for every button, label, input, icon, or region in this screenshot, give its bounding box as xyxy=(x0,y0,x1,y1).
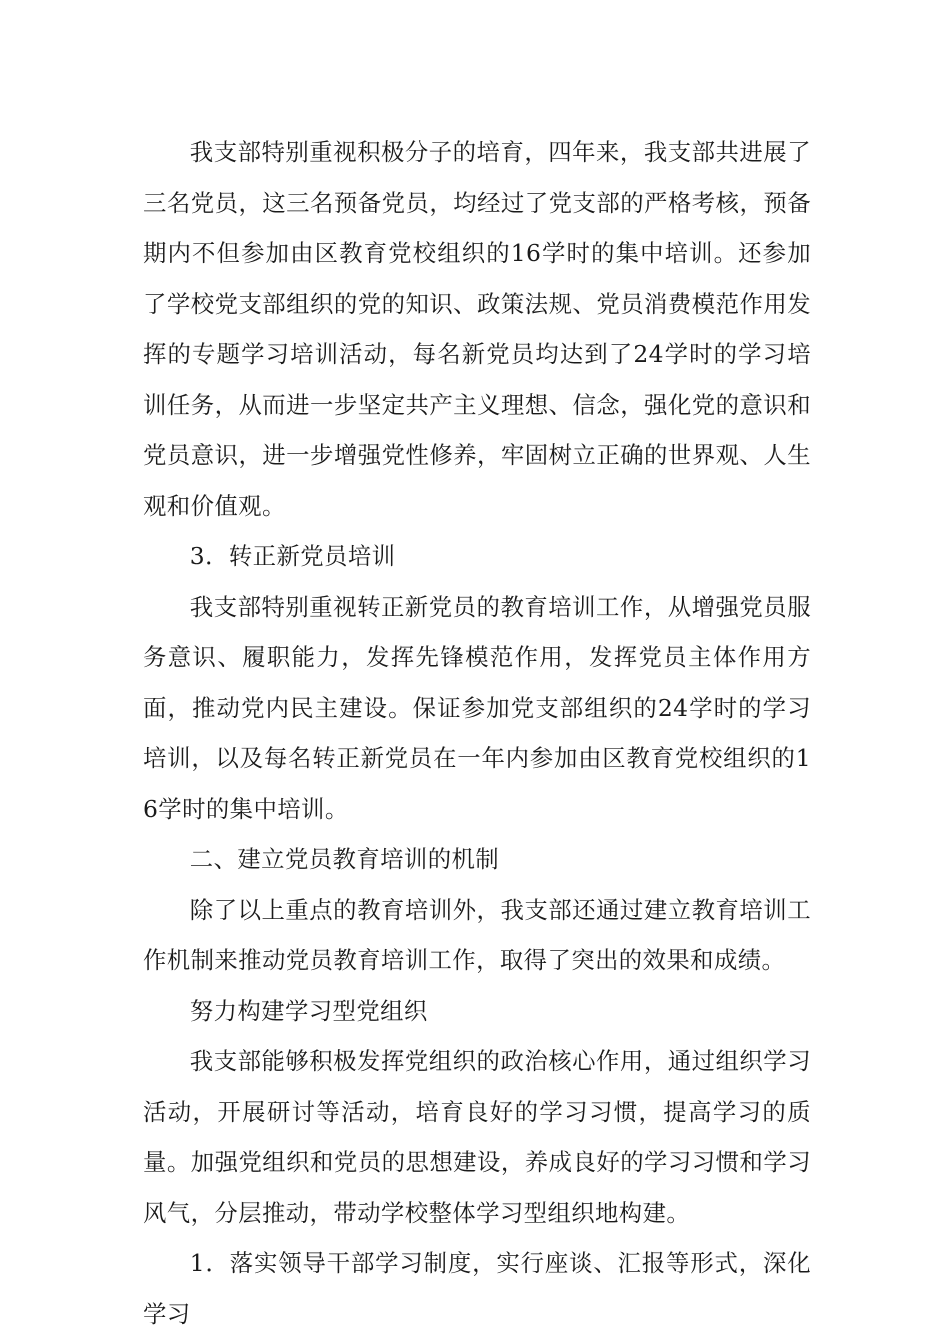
paragraph-activist-cultivation: 我支部特别重视积极分子的培育，四年来，我支部共进展了三名党员，这三名预备党员，均经过了党支部的严格考核，预备期内不但参加由区教育党校组织的16学时的集中培训。还参加了学校党支部组织的党的知识、政策法规、党员消费模范作用发挥的专题学习培训活动，每名新党员均达到了24学时的学习培训任务，从而进一步坚定共产主义理想、信念，强化党的意识和党员意识，进一步增强党性修养，牢固树立正确的世界观、人生观和价值观。 xyxy=(143,138,811,520)
paragraph-leader-study-system: 1．落实领导干部学习制度，实行座谈、汇报等形式，深化学习 xyxy=(143,1249,811,1328)
paragraph-training-mechanism: 除了以上重点的教育培训外，我支部还通过建立教育培训工作机制来推动党员教育培训工作，取得了突出的效果和成绩。 xyxy=(143,895,811,974)
paragraph-regular-member-training: 我支部特别重视转正新党员的教育培训工作，从增强党员服务意识、履职能力，发挥先锋模范作用，发挥党员主体作用方面，推动党内民主建设。保证参加党支部组织的24学时的学习培训，以及每名转正新党员在一年内参加由区教育党校组织的16学时的集中培训。 xyxy=(143,592,811,823)
document-body xyxy=(143,127,811,1339)
heading-training-mechanism: 二、建立党员教育培训的机制 xyxy=(189,845,500,873)
heading-regular-member-training: 3．转正新党员培训 xyxy=(189,542,396,570)
paragraph-learning-organization: 我支部能够积极发挥党组织的政治核心作用，通过组织学习活动，开展研讨等活动，培育良好的学习习惯，提高学习的质量。加强党组织和党员的思想建设，养成良好的学习习惯和学习风气，分层推动，带动学校整体学习型组织地构建。 xyxy=(143,1047,811,1227)
heading-learning-organization: 努力构建学习型党组织 xyxy=(189,996,428,1025)
